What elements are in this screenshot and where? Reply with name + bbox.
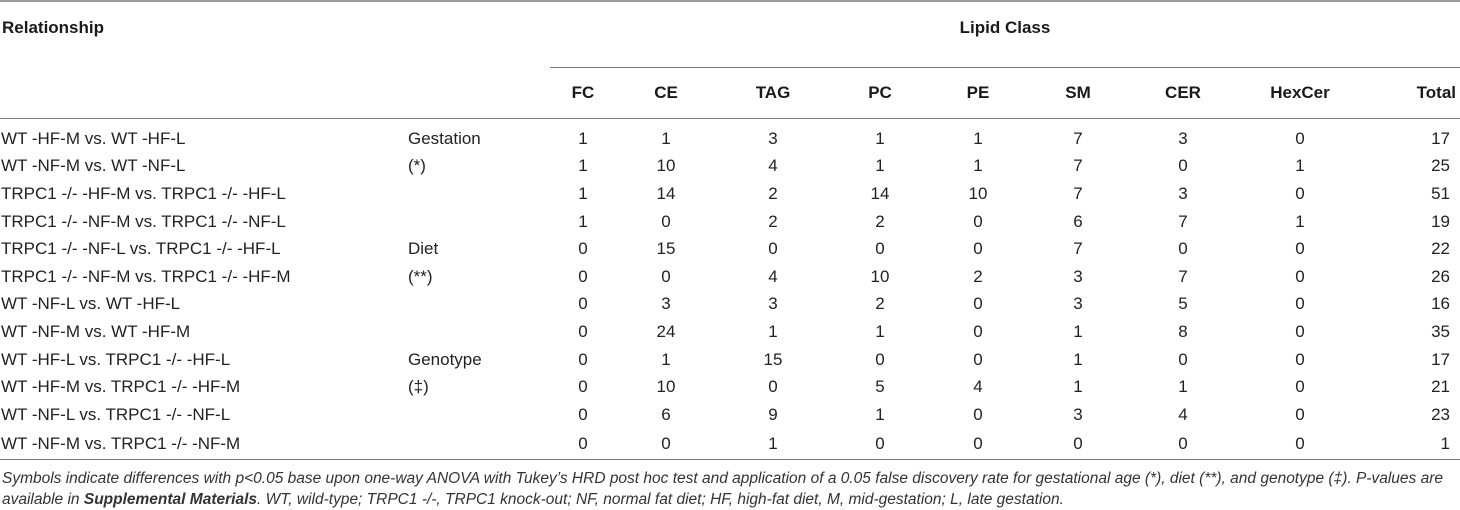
total-cell: 26: [1431, 266, 1451, 286]
value-cell: 0: [973, 349, 983, 369]
value-cell: 0: [1236, 429, 1364, 460]
table-row: [0, 153, 1460, 181]
group-cell: [408, 429, 550, 460]
value-cell: 7: [1073, 156, 1083, 176]
column-header-pe: PE: [930, 68, 1026, 119]
value-cell: 1: [578, 128, 588, 148]
value-cell: 0: [973, 404, 983, 424]
value-cell: 0: [1178, 239, 1188, 259]
value-cell: 9: [768, 404, 778, 424]
value-cell: 0: [973, 321, 983, 341]
group-cell: Diet: [408, 239, 439, 259]
value-cell: 1: [768, 321, 778, 341]
value-cell: 7: [1073, 239, 1083, 259]
relationship-cell: WT -HF-L vs. TRPC1 -/- -HF-L: [1, 349, 231, 369]
value-cell: 3: [1178, 183, 1188, 203]
value-cell: 14: [656, 183, 676, 203]
group-cell: [408, 291, 550, 319]
total-cell: 23: [1431, 404, 1451, 424]
value-cell: 8: [1178, 321, 1188, 341]
value-cell: 1: [578, 156, 588, 176]
group-cell: Genotype: [408, 349, 482, 369]
header-row-top: [0, 1, 1460, 68]
value-cell: 0: [1295, 239, 1305, 259]
value-cell: 10: [656, 156, 676, 176]
value-cell: 6: [1073, 211, 1083, 231]
value-cell: 0: [1130, 429, 1236, 460]
table-row: [0, 119, 1460, 153]
value-cell: 10: [656, 377, 676, 397]
value-cell: 5: [1178, 294, 1188, 314]
value-cell: 3: [1178, 128, 1188, 148]
value-cell: 0: [875, 349, 885, 369]
value-cell: 1: [578, 183, 588, 203]
table-row: [0, 291, 1460, 319]
supplemental-materials-reference: Supplemental Materials: [83, 490, 257, 508]
value-cell: 0: [1295, 321, 1305, 341]
value-cell: 0: [578, 349, 588, 369]
value-cell: 0: [1295, 266, 1305, 286]
value-cell: 0: [973, 239, 983, 259]
value-cell: 7: [1178, 211, 1188, 231]
value-cell: 0: [578, 404, 588, 424]
value-cell: 4: [973, 377, 983, 397]
value-cell: 7: [1178, 266, 1188, 286]
value-cell: 0: [768, 377, 778, 397]
value-cell: 1: [1178, 377, 1188, 397]
value-cell: 1: [973, 128, 983, 148]
table-row: [0, 263, 1460, 291]
value-cell: 0: [550, 429, 616, 460]
table-row: [0, 180, 1460, 208]
value-cell: 0: [1295, 294, 1305, 314]
footnote-abbreviations: . WT, wild-type; TRPC1 -/-, TRPC1 knock-out; NF, normal fat diet; HF, high-fat diet, M, mid-gestation; L, late gestation.: [257, 490, 1064, 508]
value-cell: 4: [768, 156, 778, 176]
group-cell: (*): [408, 156, 426, 176]
relationship-cell: WT -NF-L vs. TRPC1 -/- -NF-L: [1, 404, 231, 424]
footnote-text: Symbols indicate differences with p<0.05 base upon one-way ANOVA with Tukey’s HRD post hoc test and application of a 0.05 false discovery rate for gestational age (*), diet (**), and genotype (‡). P-values are available in: [2, 469, 1443, 508]
value-cell: 15: [656, 239, 676, 259]
relationship-cell: WT -NF-L vs. WT -HF-L: [1, 294, 181, 314]
relationship-cell: WT -NF-M vs. WT -HF-M: [1, 321, 191, 341]
value-cell: 3: [1073, 294, 1083, 314]
value-cell: 0: [578, 377, 588, 397]
value-cell: 6: [661, 404, 671, 424]
group-cell: [408, 318, 550, 346]
value-cell: 0: [661, 211, 671, 231]
value-cell: 0: [1178, 156, 1188, 176]
table-row: [0, 429, 1460, 460]
relationship-cell: WT -HF-M vs. TRPC1 -/- -HF-M: [1, 377, 241, 397]
value-cell: 3: [661, 294, 671, 314]
group-cell: [408, 401, 550, 429]
value-cell: 1: [1295, 211, 1305, 231]
value-cell: 0: [830, 429, 930, 460]
lipid-class-header: Lipid Class: [550, 1, 1460, 68]
relationship-cell: WT -NF-M vs. WT -NF-L: [1, 156, 186, 176]
value-cell: 1: [661, 349, 671, 369]
value-cell: 5: [875, 377, 885, 397]
value-cell: 7: [1073, 128, 1083, 148]
value-cell: 0: [1026, 429, 1130, 460]
relationship-cell: WT -NF-M vs. TRPC1 -/- -NF-M: [0, 429, 408, 460]
column-header-pc: PC: [830, 68, 930, 119]
value-cell: 0: [578, 239, 588, 259]
relationship-header: Relationship: [0, 1, 408, 68]
value-cell: 2: [973, 266, 983, 286]
value-cell: 1: [1073, 349, 1083, 369]
value-cell: 1: [1073, 377, 1083, 397]
value-cell: 0: [973, 294, 983, 314]
table-row: [0, 401, 1460, 429]
value-cell: 1: [875, 156, 885, 176]
value-cell: 0: [1295, 377, 1305, 397]
value-cell: 1: [875, 321, 885, 341]
value-cell: 0: [578, 321, 588, 341]
value-cell: 0: [578, 266, 588, 286]
value-cell: 1: [875, 128, 885, 148]
value-cell: 0: [973, 211, 983, 231]
value-cell: 4: [768, 266, 778, 286]
column-header-sm: SM: [1026, 68, 1130, 119]
value-cell: 0: [1295, 404, 1305, 424]
value-cell: 4: [1178, 404, 1188, 424]
column-header-cer: CER: [1130, 68, 1236, 119]
relationship-cell: TRPC1 -/- -HF-M vs. TRPC1 -/- -HF-L: [1, 183, 286, 203]
value-cell: 10: [870, 266, 890, 286]
value-cell: 3: [1073, 266, 1083, 286]
value-cell: 2: [768, 183, 778, 203]
value-cell: 2: [768, 211, 778, 231]
group-cell: Gestation: [408, 128, 481, 148]
relationship-cell: TRPC1 -/- -NF-M vs. TRPC1 -/- -NF-L: [1, 211, 286, 231]
total-cell: 35: [1431, 321, 1451, 341]
value-cell: 0: [875, 239, 885, 259]
value-cell: 0: [578, 294, 588, 314]
value-cell: 0: [1295, 128, 1305, 148]
value-cell: 10: [968, 183, 988, 203]
value-cell: 3: [768, 128, 778, 148]
table-row: [0, 346, 1460, 374]
value-cell: 3: [768, 294, 778, 314]
value-cell: 15: [763, 349, 783, 369]
total-cell: 21: [1431, 377, 1451, 397]
value-cell: 1: [661, 128, 671, 148]
value-cell: 1: [578, 211, 588, 231]
value-cell: 7: [1073, 183, 1083, 203]
table-row: [0, 373, 1460, 401]
column-header-hexcer: HexCer: [1236, 68, 1364, 119]
group-header-empty: [408, 1, 550, 68]
column-header-total: Total: [1364, 68, 1460, 119]
table-footnote: [0, 460, 1454, 510]
column-header-fc: FC: [550, 68, 616, 119]
column-header-tag: TAG: [716, 68, 830, 119]
value-cell: 2: [875, 211, 885, 231]
value-cell: 0: [1178, 349, 1188, 369]
total-cell: 25: [1431, 156, 1451, 176]
table-row: [0, 208, 1460, 236]
value-cell: 0: [616, 429, 716, 460]
total-cell: 51: [1431, 183, 1451, 203]
value-cell: 1: [1295, 156, 1305, 176]
total-cell: 22: [1431, 239, 1451, 259]
value-cell: 1: [716, 429, 830, 460]
group-cell: [408, 180, 550, 208]
value-cell: 1: [875, 404, 885, 424]
relationship-cell: WT -HF-M vs. WT -HF-L: [1, 128, 186, 148]
value-cell: 3: [1073, 404, 1083, 424]
relationship-header-spacer: [0, 68, 408, 119]
value-cell: 0: [1295, 183, 1305, 203]
header-row-columns: [0, 68, 1460, 119]
value-cell: 0: [768, 239, 778, 259]
group-cell: (**): [408, 266, 433, 286]
total-cell: 17: [1431, 349, 1451, 369]
column-header-ce: CE: [616, 68, 716, 119]
relationship-cell: TRPC1 -/- -NF-L vs. TRPC1 -/- -HF-L: [1, 239, 281, 259]
value-cell: 0: [661, 266, 671, 286]
value-cell: 0: [930, 429, 1026, 460]
total-cell: 19: [1431, 211, 1451, 231]
value-cell: 14: [870, 183, 890, 203]
value-cell: 1: [973, 156, 983, 176]
value-cell: 1: [1073, 321, 1083, 341]
group-cell: (‡): [408, 377, 429, 397]
total-cell: 16: [1431, 294, 1451, 314]
relationship-cell: TRPC1 -/- -NF-M vs. TRPC1 -/- -HF-M: [1, 266, 291, 286]
group-cell: [408, 208, 550, 236]
table-row: [0, 235, 1460, 263]
group-header-spacer: [408, 68, 550, 119]
value-cell: 2: [875, 294, 885, 314]
value-cell: 0: [1295, 349, 1305, 369]
total-cell: 1: [1364, 429, 1460, 460]
total-cell: 17: [1431, 128, 1451, 148]
table-row: [0, 318, 1460, 346]
value-cell: 24: [656, 321, 676, 341]
table-body: [0, 119, 1460, 460]
